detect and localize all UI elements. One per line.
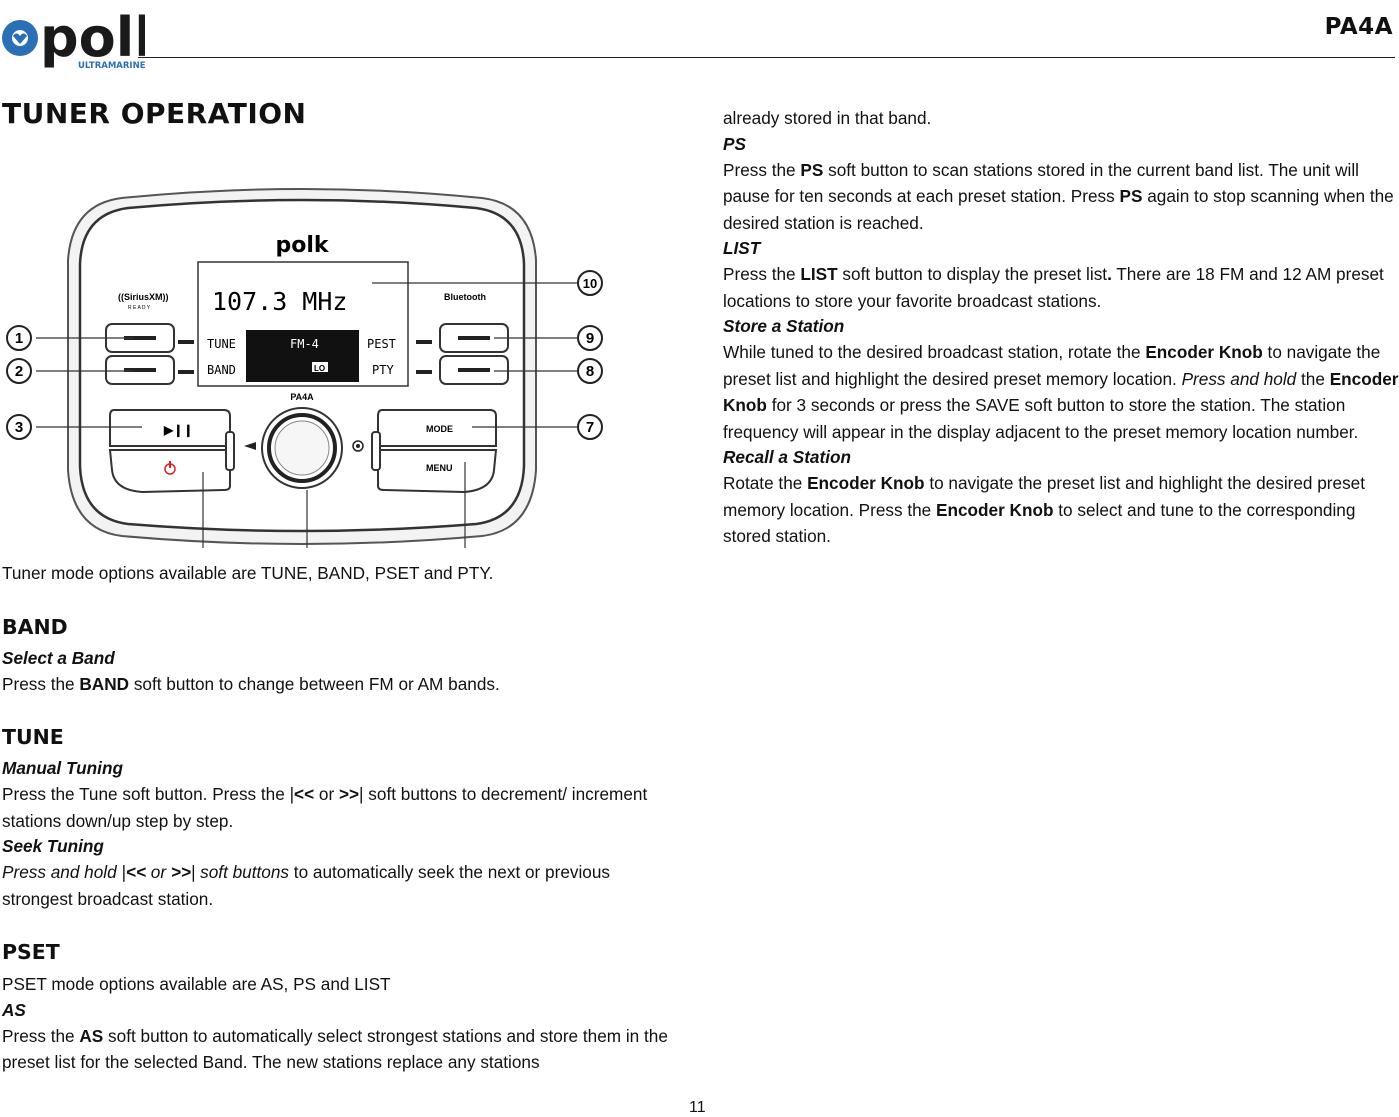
display-band: BAND [207,363,236,377]
tuner-intro: Tuner mode options available are TUNE, BAND, PSET and PTY. [2,563,494,583]
display-tune: TUNE [207,337,236,351]
store-station-text: While tuned to the desired broadcast station, rotate the Encoder Knob to navigate the preset list and highlight the desired preset memory location. Press and hold the Encoder Knob for 3 seconds or press the SAVE soft button to store the station. The station frequency will appear in the display adjacent to the preset memory location number. [723,342,1399,442]
pset-intro: PSET mode options available are AS, PS and LIST [2,974,391,994]
band-sub: Select a Band [2,647,115,668]
display-channel: FM-4 [290,337,319,351]
seek-tuning-sub: Seek Tuning [2,836,104,856]
ps-sub: PS [723,133,746,154]
ps-text: Press the PS soft button to scan stations stored in the current band list. The unit will pause for ten seconds at each preset station. Press PS again to stop scanning when the desired station is reached. [723,159,1394,233]
menu-label: MENU [426,463,453,473]
brand-sub: ULTRAMARINE [78,61,145,70]
callout-1: 1 [14,330,24,347]
callout-10: 10 [582,276,598,291]
device-brand: polk [275,233,329,258]
bluetooth-label: Bluetooth [444,292,486,302]
pset-heading: PSET [2,940,60,964]
display-lo: LO [314,364,326,373]
section-title: TUNER OPERATION [2,97,307,130]
recall-station-text: Rotate the Encoder Knob to navigate the preset list and highlight the desired preset memory location. Press the Encoder Knob to select and tune to the corresponding stored station. [723,473,1366,546]
list-sub: LIST [723,238,761,258]
mode-label: MODE [426,424,453,434]
callout-2: 2 [14,363,24,380]
callout-7: 7 [585,419,595,436]
list-text: Press the LIST soft button to display the preset list. There are 18 FM and 12 AM preset locations to store your favorite broadcast stations. [723,264,1384,311]
as-text-cont: already stored in that band. [723,108,932,128]
band-heading: BAND [2,614,68,639]
siriusxm-ready: R E A D Y [128,305,151,311]
manual-tuning-text: Press the Tune soft button. Press the |<< or >>| soft buttons to decrement/ increment stations down/up step by step. [2,784,648,831]
as-sub: AS [2,999,26,1020]
tune-heading: TUNE [2,725,64,749]
display-pty: PTY [372,363,394,377]
brand-wordmark: pol [40,6,135,69]
seek-tuning-text: Press and hold |<< or >>| soft buttons to automatically seek the next or previous strongest broadcast station. [2,862,611,909]
polk-logo [0,2,145,70]
store-station-sub: Store a Station [723,316,845,336]
page-number: 11 [689,1099,706,1116]
manual-tuning-sub: Manual Tuning [2,758,123,778]
callout-9: 9 [585,330,595,347]
band-text: Press the BAND soft button to change between FM or AM bands. [2,673,500,694]
display-pset: PEST [367,337,396,351]
header-rule [138,57,1395,58]
model-header: PA4A [1324,14,1393,40]
power-button [110,450,230,492]
callout-3: 3 [14,419,24,436]
left-column [2,96,682,1076]
play-pause-icon: ▶❙❙ [164,423,194,437]
device-model: PA4A [290,392,314,402]
device-figure [2,140,622,548]
right-column [723,105,1399,550]
recall-station-sub: Recall a Station [723,447,851,467]
siriusxm-label: ((SiriusXM)) [118,292,169,302]
as-text: Press the AS soft button to automatically select strongest stations and store them in the preset list for the selected Band. The new stations replace any stations [2,1025,668,1072]
display-frequency: 107.3 MHz [212,287,348,316]
callout-8: 8 [585,363,595,380]
